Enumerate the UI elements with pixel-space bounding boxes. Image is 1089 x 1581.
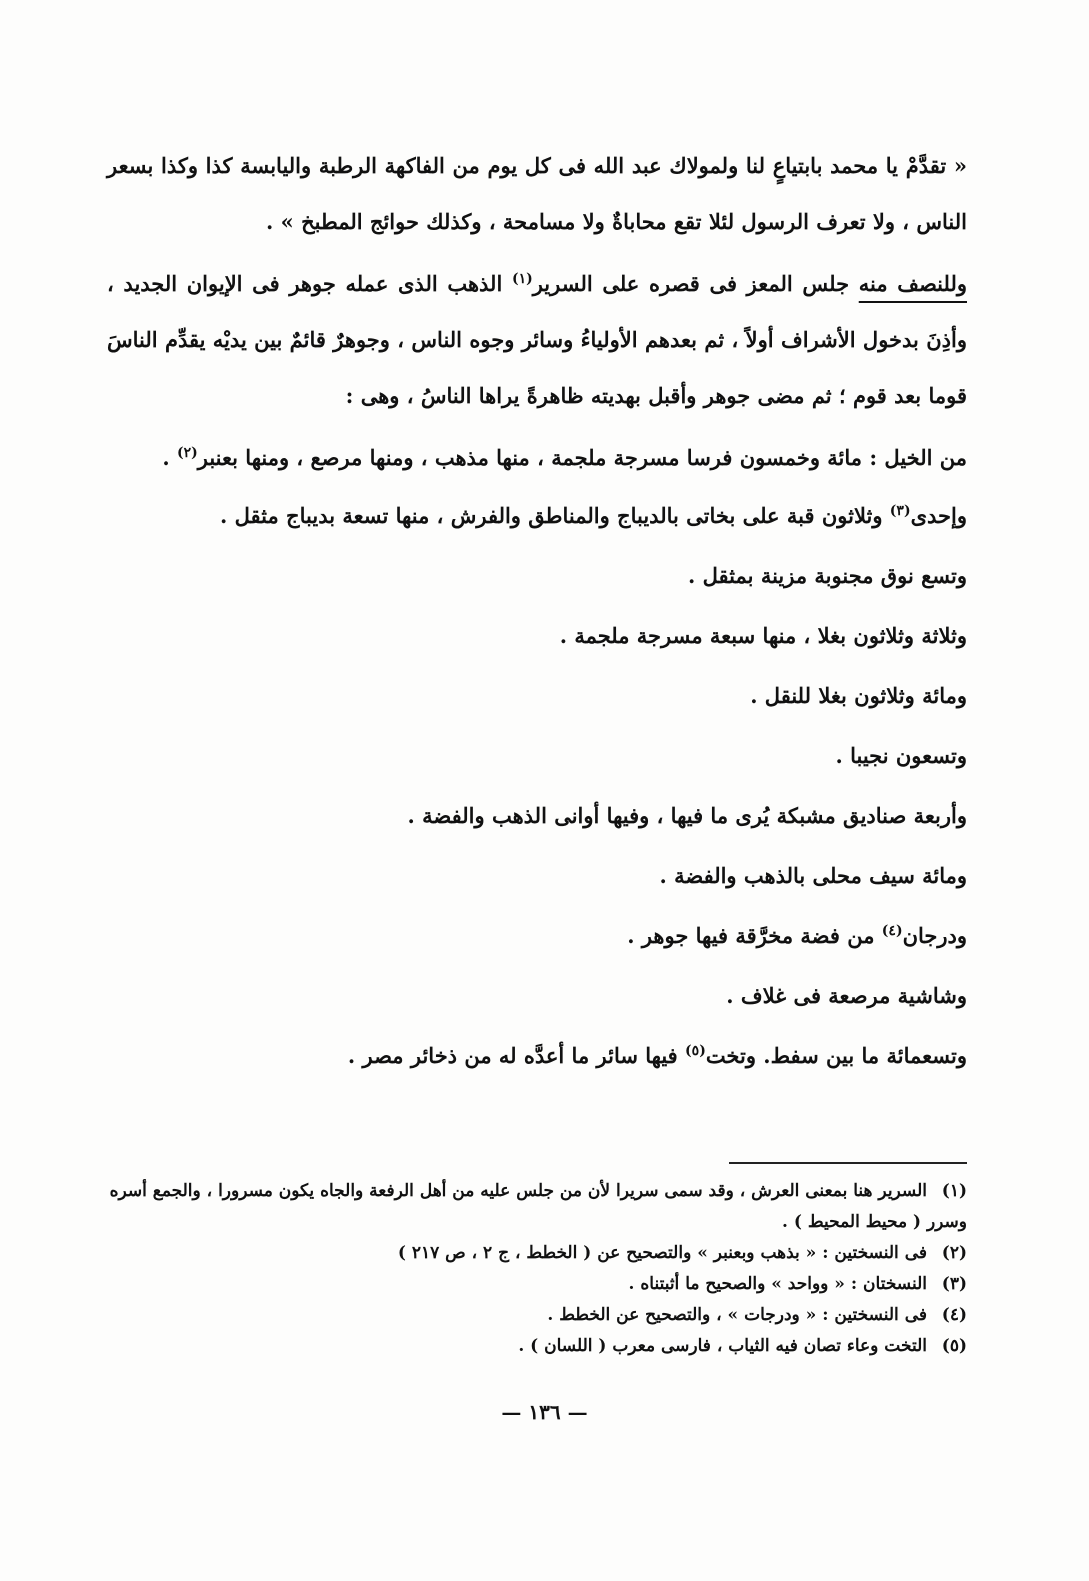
paragraph-1: « تقدَّمْ يا محمد بابتياعٍ لنا ولمولاك عبد الله فى كل يوم من الفاكهة الرطبة واليابسة كذا وكذا بسعر الناس ، ولا تعرف الرسول لئلا تقع محاباةٌ ولا مسامحة ، وكذلك حوائج المطبخ » . (107, 153, 967, 234)
list-item-text: وأربعة صناديق مشبكة يُرى ما فيها ، وفيها أوانى الذهب والفضة . (407, 803, 967, 828)
footnote-number: (٣) (941, 1274, 967, 1294)
footnote-number: (٤) (941, 1305, 967, 1325)
list-item-text: من فضة مخرَّقة فيها جوهر . (627, 923, 882, 948)
footnote-text: السرير هنا بمعنى العرش ، وقد سمى سريرا لأن من جلس عليه من أهل الرفعة والجاه يكون مسرورا ، والجمع أسره وسرر ( محيط المحيط ) . (109, 1181, 967, 1232)
footnote-separator (729, 1162, 967, 1164)
list-item-text: فيها سائر ما أعدَّه له من ذخائر مصر . (347, 1043, 686, 1068)
footnote-ref-4: (٤) (881, 923, 903, 939)
footnote-text: فى النسختين : « ودرجات » ، والتصحيح عن الخطط . (547, 1305, 927, 1325)
paragraph-2-text-b: الذهب الذى عمله جوهر فى الإيوان الجديد ، وأذِنَ بدخول الأشراف أولاً ، ثم بعدهم الأولياءُ وسائر وجوه الناس ، وجوهرٌ قائمٌ بين يديْه يقدِّم الناسَ قوما بعد قوم ؛ ثم مضى جوهر وأقبل بهديته ظاهرةً يراها الناسُ ، وهى : (107, 271, 967, 408)
underlined-phrase: وللنصف منه (858, 271, 967, 296)
page-number: — ١٣٦ — (501, 1400, 588, 1424)
footnote-number: (١) (941, 1181, 967, 1201)
footnote (107, 1300, 967, 1331)
footnote-ref-2: (٢) (176, 445, 198, 461)
list-item (107, 606, 967, 666)
footnotes (107, 1176, 967, 1362)
footnote-number: (٥) (941, 1336, 967, 1356)
list-item (107, 906, 967, 966)
footnote-ref-5: (٥) (685, 1043, 706, 1059)
list-item (107, 846, 967, 906)
list-item (107, 966, 967, 1026)
list-item-text: وثلاثون قبة على بخاتى بالديباج والمناطق والفرش ، منها تسعة بديباج مثقل . (220, 503, 890, 528)
footnote (107, 1331, 967, 1362)
list-item-text: ومائة وثلاثون بغلا للنقل . (750, 683, 967, 708)
paragraph-2 (107, 256, 967, 424)
footnote (107, 1269, 967, 1300)
list-item (107, 1026, 967, 1086)
footnote-ref-3: (٣) (889, 503, 911, 519)
footnote (107, 1238, 967, 1269)
footnote-text: النسختان : « وواحد » والصحيح ما أثبتناه . (628, 1274, 927, 1294)
list-item-text: وتسعون نجيبا . (835, 743, 967, 768)
footnote (107, 1176, 967, 1238)
list-item (107, 546, 967, 606)
footnote-ref-1: (١) (511, 271, 533, 287)
footnote-text: التخت وعاء تصان فيه الثياب ، فارسى معرب ( اللسان ) . (518, 1336, 927, 1356)
list-item-text: وتسعمائة ما بين سفط. وتخت (705, 1043, 967, 1068)
list-item (107, 726, 967, 786)
paragraph-3-text-b: . (162, 445, 177, 470)
paragraph-3-text-a: من الخيل : مائة وخمسون فرسا مسرجة ملجمة ، منها مذهب ، ومنها مرصع ، ومنها بعنبر (197, 445, 967, 470)
list-item-text: وثلاثة وثلاثون بغلا ، منها سبعة مسرجة ملجمة . (559, 623, 967, 648)
main-text (107, 138, 967, 1086)
paragraph-2-text-a: جلس المعز فى قصره على السرير (532, 271, 859, 296)
list-item-text: وإحدى (910, 503, 967, 528)
list-item (107, 666, 967, 726)
gift-list (107, 486, 967, 1086)
footnote-number: (٢) (941, 1243, 967, 1263)
list-item-text: وتسع نوق مجنوبة مزينة بمثقل . (688, 563, 967, 588)
list-item-text: ودرجان (902, 923, 967, 948)
list-item-text: ومائة سيف محلى بالذهب والفضة . (659, 863, 967, 888)
footnote-text: فى النسختين : « بذهب وبعنبر » والتصحيح عن ( الخطط ، ج ٢ ، ص ٢١٧ ) (397, 1243, 927, 1263)
list-item (107, 786, 967, 846)
paragraph-3 (107, 430, 967, 486)
list-item-text: وشاشية مرصعة فى غلاف . (726, 983, 967, 1008)
list-item (107, 486, 967, 546)
